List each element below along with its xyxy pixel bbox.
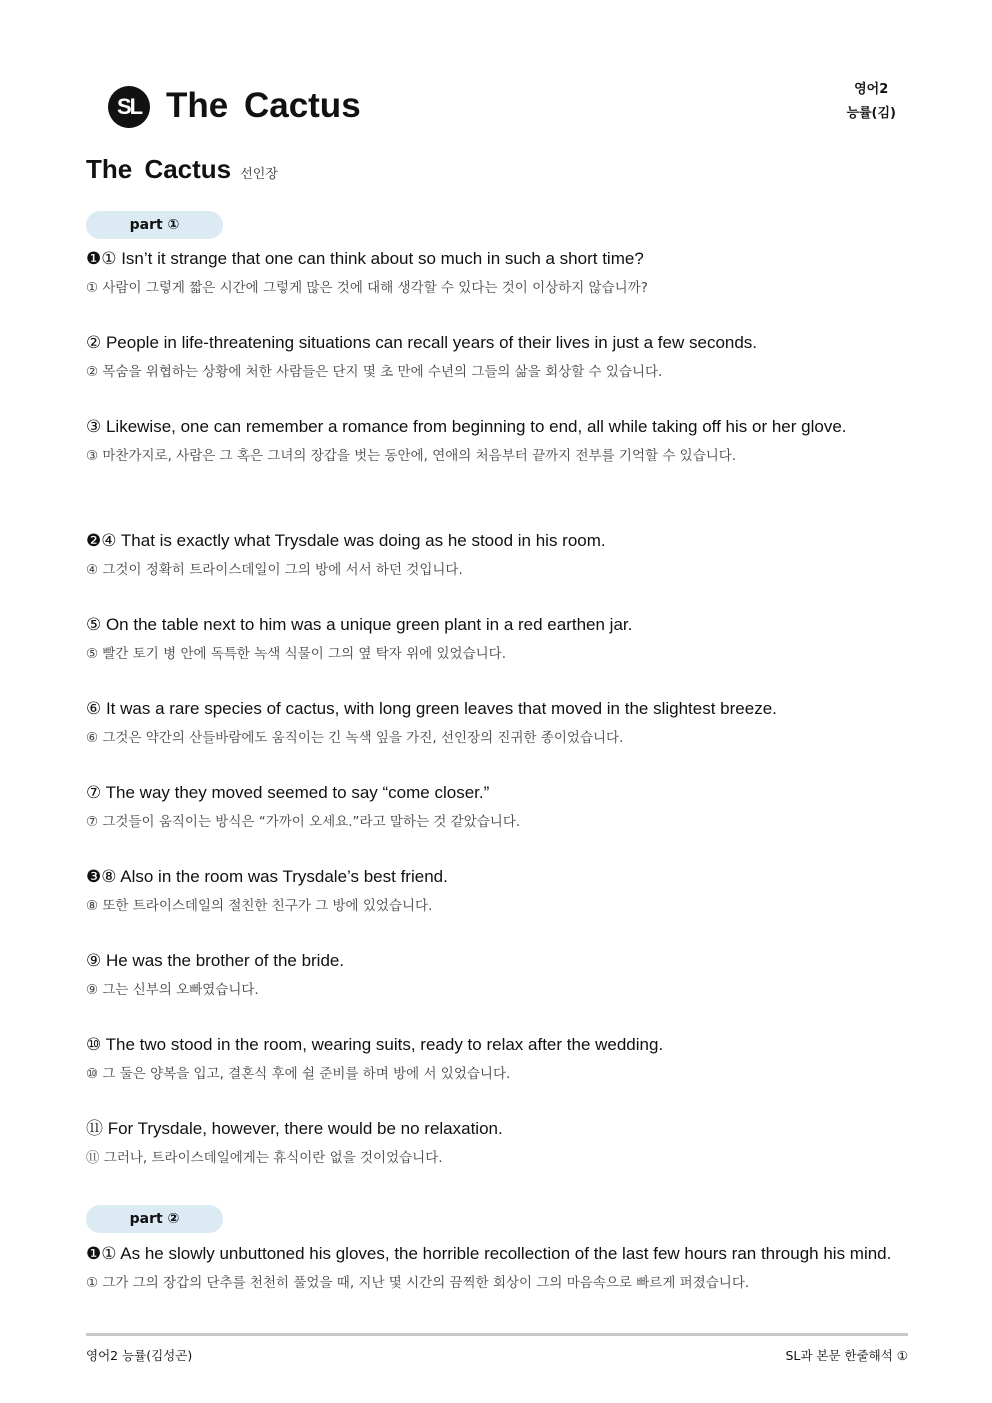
english-sentence: ❷④ That is exactly what Trysdale was doing as he stood in his room. [86,531,606,550]
sentence-block [86,1114,908,1168]
korean-translation: ① 그가 그의 장갑의 단추를 천천히 풀었을 때, 지난 몇 시간의 끔찍한 회상이 그의 마음속으로 빠르게 퍼졌습니다. [86,1275,750,1291]
korean-translation: ① 사람이 그렇게 짧은 시간에 그렇게 많은 것에 대해 생각할 수 있다는 것이 이상하지 않습니까? [86,280,648,296]
sentence-block [86,862,908,916]
english-sentence: ⑤ On the table next to him was a unique green plant in a red earthen jar. [86,615,633,634]
sentence-block [86,694,908,748]
korean-translation: ⑨ 그는 신부의 오빠였습니다. [86,982,259,998]
part-2-badge: part ② [86,1205,223,1233]
sentence-block [86,1239,908,1293]
sentence-block [86,244,908,298]
english-sentence: ⑥ It was a rare species of cactus, with long green leaves that moved in the slightest breeze. [86,699,777,718]
korean-translation: ⑤ 빨간 토기 병 안에 독특한 녹색 식물이 그의 옆 탁자 위에 있었습니다. [86,646,506,662]
footer-left-label: 영어2 능률(김성곤) [86,1348,193,1363]
english-sentence: ② People in life-threatening situations can recall years of their lives in just a few seconds. [86,333,758,352]
subject-label: 영어2 [854,82,889,97]
document-title [86,154,278,185]
english-sentence: ❸⑧ Also in the room was Trysdale’s best friend. [86,867,448,886]
sl-logo: SL [108,86,150,128]
english-sentence: ⑨ He was the brother of the bride. [86,951,345,970]
korean-translation: ⑦ 그것들이 움직이는 방식은 “가까이 오세요.”라고 말하는 것 같았습니다. [86,814,521,830]
sentence-block [86,1030,908,1084]
document-title-english: The Cactus [86,154,232,184]
document-title-korean: 선인장 [240,167,278,182]
korean-translation: ④ 그것이 정확히 트라이스데일이 그의 방에 서서 하던 것입니다. [86,562,463,578]
english-sentence: ⑩ The two stood in the room, wearing suits, ready to relax after the wedding. [86,1035,664,1054]
sentence-block [86,946,908,1000]
footer-right-label: SL과 본문 한줄해석 ① [785,1348,908,1363]
sentence-block [86,778,908,832]
korean-translation: ⑥ 그것은 약간의 산들바람에도 움직이는 긴 녹색 잎을 가진, 선인장의 진귀한 종이었습니다. [86,730,624,746]
header-title: The Cactus [166,86,361,125]
sentence-block [86,526,908,580]
footer-divider [86,1333,908,1336]
header-meta [846,78,896,126]
sentence-block [86,328,908,382]
korean-translation: ⑪ 그러나, 트라이스데일에게는 휴식이란 없을 것이었습니다. [86,1150,443,1166]
korean-translation: ⑩ 그 둘은 양복을 입고, 결혼식 후에 쉴 준비를 하며 방에 서 있었습니다. [86,1066,511,1082]
korean-translation: ⑧ 또한 트라이스데일의 절친한 친구가 그 방에 있었습니다. [86,898,433,914]
sentence-block [86,610,908,664]
english-sentence: ⑦ The way they moved seemed to say “come closer.” [86,783,490,802]
english-sentence: ❶① Isn’t it strange that one can think about so much in such a short time? [86,249,644,268]
page-header [108,84,908,132]
english-sentence: ③ Likewise, one can remember a romance from beginning to end, all while taking off his or her glove. [86,417,847,436]
english-sentence: ⑪ For Trysdale, however, there would be no relaxation. [86,1119,503,1138]
korean-translation: ③ 마찬가지로, 사람은 그 혹은 그녀의 장갑을 벗는 동안에, 연애의 처음부터 끝까지 전부를 기억할 수 있습니다. [86,448,737,464]
sentence-block [86,412,908,466]
korean-translation: ② 목숨을 위협하는 상황에 처한 사람들은 단지 몇 초 만에 수년의 그들의 삶을 회상할 수 있습니다. [86,364,663,380]
english-sentence: ❶① As he slowly unbuttoned his gloves, the horrible recollection of the last few hours ran through his mind. [86,1244,892,1263]
part-1-badge: part ① [86,211,223,239]
publisher-label: 능률(김) [846,106,896,121]
